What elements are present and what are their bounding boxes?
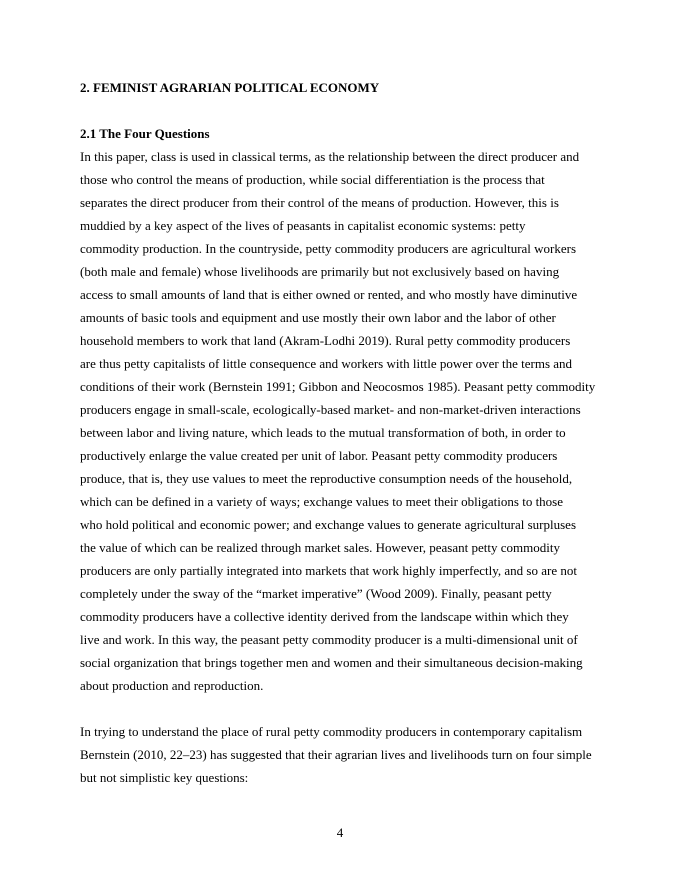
paragraph-line: household members to work that land (Akram-Lodhi 2019). Rural petty commodity producers bbox=[80, 333, 571, 348]
paragraph-line: producers engage in small-scale, ecologically-based market- and non-market-driven interactions bbox=[80, 402, 581, 417]
section-heading: 2. FEMINIST AGRARIAN POLITICAL ECONOMY bbox=[80, 80, 380, 95]
paragraph-line: productively enlarge the value created per unit of labor. Peasant petty commodity producers bbox=[80, 448, 558, 463]
paragraph-line: producers are only partially integrated into markets that work highly imperfectly, and so are not bbox=[80, 563, 577, 578]
paragraph-line: between labor and living nature, which leads to the mutual transformation of both, in order to bbox=[80, 425, 566, 440]
body-paragraph-2 bbox=[80, 723, 610, 792]
paragraph-line: are thus petty capitalists of little consequence and workers with little power over the terms and bbox=[80, 356, 573, 371]
paragraph-line: muddied by a key aspect of the lives of peasants in capitalist economic systems: petty bbox=[80, 218, 526, 233]
paragraph-line: but not simplistic key questions: bbox=[80, 770, 249, 785]
subsection-heading: 2.1 The Four Questions bbox=[80, 126, 210, 141]
paragraph-line: In trying to understand the place of rural petty commodity producers in contemporary capitalism bbox=[80, 724, 583, 739]
paragraph-line: those who control the means of production, while social differentiation is the process that bbox=[80, 172, 545, 187]
paragraph-line: which can be defined in a variety of ways; exchange values to meet their obligations to those bbox=[80, 494, 564, 509]
paragraph-line: (both male and female) whose livelihoods are primarily but not exclusively based on having bbox=[80, 264, 560, 279]
page-number: 4 bbox=[336, 825, 344, 840]
paragraph-line: amounts of basic tools and equipment and use mostly their own labor and the labor of other bbox=[80, 310, 556, 325]
body-paragraph-1 bbox=[80, 148, 610, 700]
paragraph-line: social organization that brings together men and women and their simultaneous decision-making bbox=[80, 655, 583, 670]
paragraph-line: live and work. In this way, the peasant petty commodity producer is a multi-dimensional unit of bbox=[80, 632, 578, 647]
paragraph-line: In this paper, class is used in classical terms, as the relationship between the direct producer and bbox=[80, 149, 580, 164]
paragraph-line: completely under the sway of the “market imperative” (Wood 2009). Finally, peasant petty bbox=[80, 586, 552, 601]
paragraph-line: produce, that is, they use values to meet the reproductive consumption needs of the household, bbox=[80, 471, 573, 486]
paragraph-line: conditions of their work (Bernstein 1991; Gibbon and Neocosmos 1985). Peasant petty commodity bbox=[80, 379, 596, 394]
paragraph-line: who hold political and economic power; and exchange values to generate agricultural surpluses bbox=[80, 517, 576, 532]
paragraph-line: commodity producers have a collective identity derived from the landscape within which they bbox=[80, 609, 569, 624]
paragraph-line: the value of which can be realized through market sales. However, peasant petty commodity bbox=[80, 540, 560, 555]
paragraph-line: about production and reproduction. bbox=[80, 678, 264, 693]
paragraph-line: commodity production. In the countryside, petty commodity producers are agricultural workers bbox=[80, 241, 577, 256]
paragraph-line: Bernstein (2010, 22–23) has suggested that their agrarian lives and livelihoods turn on four simple bbox=[80, 747, 592, 762]
paragraph-line: access to small amounts of land that is either owned or rented, and who mostly have diminutive bbox=[80, 287, 578, 302]
paragraph-line: separates the direct producer from their control of the means of production. However, this is bbox=[80, 195, 559, 210]
